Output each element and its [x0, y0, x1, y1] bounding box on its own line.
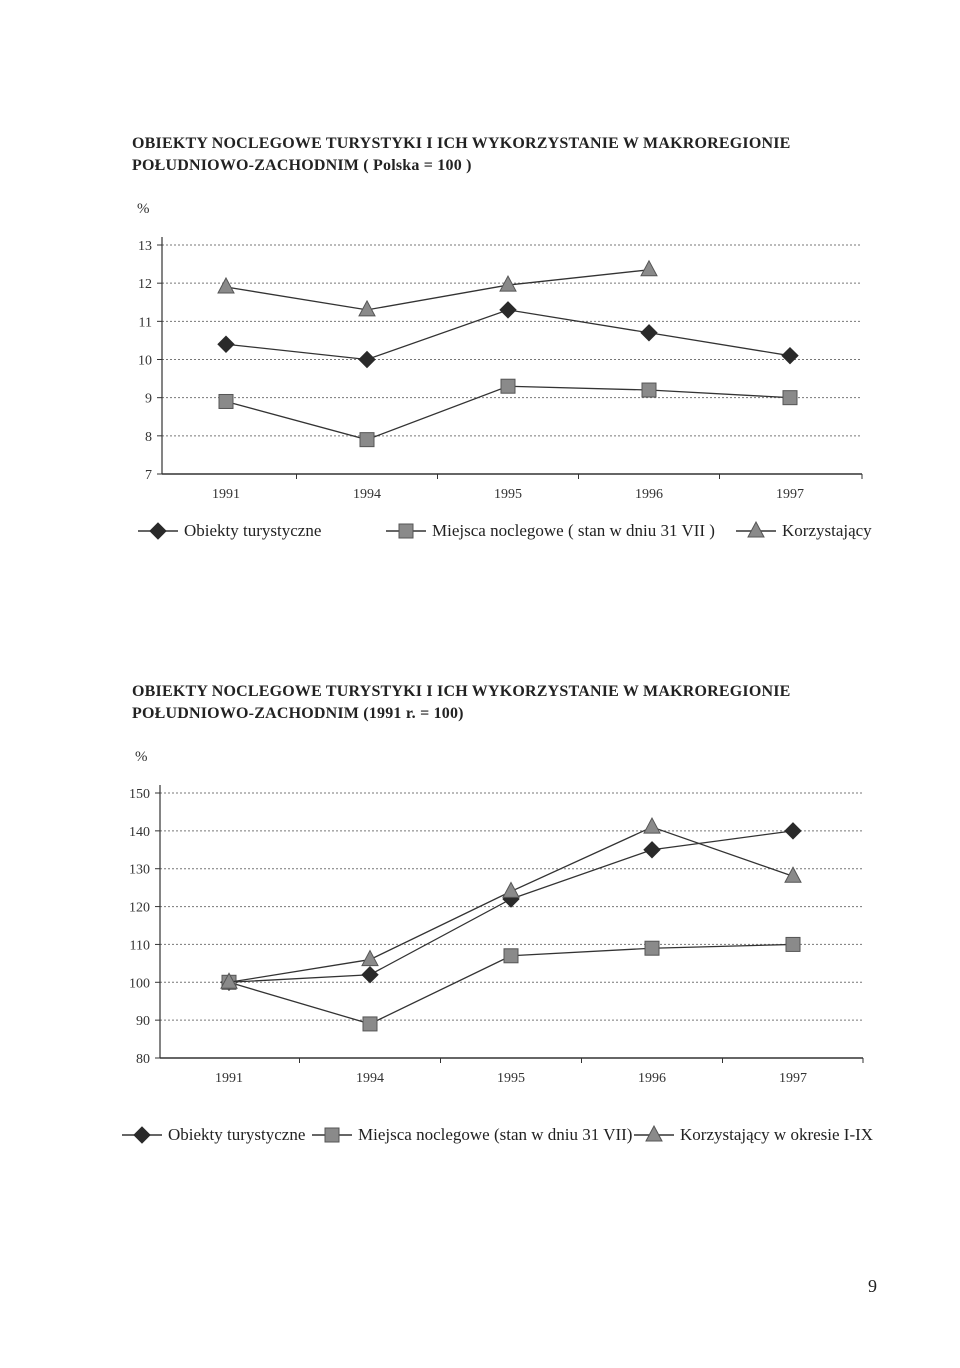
chart-1-legend-label: Obiekty turystyczne: [184, 521, 322, 540]
chart-2-triangle-point: [644, 818, 660, 833]
chart-1-xtick-label: 1995: [494, 487, 522, 502]
chart-2-square-point: [504, 949, 518, 963]
chart-2-square-point: [645, 941, 659, 955]
chart-1-xtick-label: 1997: [776, 487, 804, 502]
chart-1-legend-label: Miejsca noclegowe ( stan w dniu 31 VII ): [432, 521, 715, 540]
chart-1-xtick-label: 1991: [212, 487, 240, 502]
chart-2-ytick-label: 90: [136, 1014, 150, 1030]
chart-2-diamond-point: [362, 967, 378, 983]
chart-1-square-point: [219, 394, 233, 408]
chart-1-title-line-2: POŁUDNIOWO-ZACHODNIM ( Polska = 100 ): [132, 157, 472, 174]
chart-2-legend-label: Miejsca noclegowe (stan w dniu 31 VII): [358, 1125, 633, 1144]
chart-2-legend-label: Korzystający w okresie I-IX: [680, 1125, 874, 1144]
chart-2-square-point: [786, 937, 800, 951]
chart-1-legend-square-icon: [384, 521, 428, 541]
chart-2: [0, 675, 960, 1155]
chart-1-ytick-label: 12: [138, 277, 152, 293]
chart-1-diamond-point: [359, 352, 375, 368]
chart-1-legend-item: [136, 517, 321, 545]
chart-1-ytick-label: 7: [145, 468, 152, 483]
chart-2-plot: [0, 675, 960, 1155]
chart-1-ytick-label: 10: [138, 353, 152, 369]
chart-1-diamond-point: [218, 336, 234, 352]
chart-1-diamond-point: [641, 325, 657, 341]
chart-2-legend-item: [120, 1121, 305, 1149]
chart-1: [0, 125, 960, 545]
chart-1-square-point: [783, 391, 797, 405]
chart-1-ylabel: %: [137, 201, 150, 217]
chart-2-legend-diamond-icon: [120, 1125, 164, 1145]
chart-2-legend-item: [310, 1121, 632, 1149]
chart-1-diamond-point: [782, 348, 798, 364]
chart-2-legend-label: Obiekty turystyczne: [168, 1125, 306, 1144]
chart-2-title-line-2: POŁUDNIOWO-ZACHODNIM (1991 r. = 100): [132, 705, 464, 722]
chart-1-title-line-1: OBIEKTY NOCLEGOWE TURYSTYKI I ICH WYKORZYSTANIE W MAKROREGIONIE: [132, 135, 791, 152]
chart-1-legend-triangle-icon: [734, 521, 778, 541]
chart-2-ytick-label: 110: [129, 938, 150, 954]
chart-2-ytick-label: 150: [129, 787, 150, 802]
chart-1-legend: [0, 517, 960, 545]
chart-1-triangle-point: [641, 261, 657, 276]
chart-2-title-line-1: OBIEKTY NOCLEGOWE TURYSTYKI I ICH WYKORZYSTANIE W MAKROREGIONIE: [132, 683, 791, 700]
chart-2-ytick-label: 100: [129, 976, 150, 992]
chart-2-xtick-label: 1991: [215, 1071, 243, 1086]
chart-1-square-point: [642, 383, 656, 397]
chart-2-ylabel: %: [135, 749, 148, 765]
chart-2-ytick-label: 80: [136, 1052, 150, 1067]
chart-1-xtick-label: 1996: [635, 487, 663, 502]
chart-1-legend-label: Korzystający: [782, 521, 872, 540]
chart-1-legend-diamond-icon: [136, 521, 180, 541]
chart-1-ytick-label: 9: [145, 391, 152, 407]
chart-2-xtick-label: 1995: [497, 1071, 525, 1086]
chart-2-legend-item: [632, 1121, 873, 1149]
chart-1-plot: [0, 125, 960, 545]
chart-1-series-square-line: [226, 386, 790, 439]
chart-1-triangle-point: [218, 278, 234, 293]
chart-1-ytick-label: 8: [145, 429, 152, 445]
chart-1-series-triangle-line: [226, 270, 649, 310]
chart-1-legend-item: [734, 517, 872, 545]
chart-2-xtick-label: 1996: [638, 1071, 666, 1086]
chart-2-legend: [0, 1121, 960, 1149]
chart-2-ytick-label: 120: [129, 900, 150, 916]
chart-1-ytick-label: 11: [138, 315, 152, 331]
chart-2-xtick-label: 1994: [356, 1071, 384, 1086]
chart-2-square-point: [363, 1017, 377, 1031]
chart-2-legend-square-icon: [310, 1125, 354, 1145]
chart-1-square-point: [360, 433, 374, 447]
chart-2-triangle-point: [503, 882, 519, 897]
page-number: 9: [868, 1276, 877, 1296]
chart-1-legend-item: [384, 517, 715, 545]
chart-2-ytick-label: 130: [129, 862, 150, 878]
chart-2-diamond-point: [785, 823, 801, 839]
chart-1-diamond-point: [500, 302, 516, 318]
chart-2-xtick-label: 1997: [779, 1071, 807, 1086]
chart-1-square-point: [501, 379, 515, 393]
chart-2-triangle-point: [362, 951, 378, 966]
chart-2-ytick-label: 140: [129, 824, 150, 840]
chart-1-xtick-label: 1994: [353, 487, 381, 502]
chart-1-ytick-label: 13: [138, 239, 152, 254]
chart-2-legend-triangle-icon: [632, 1125, 676, 1145]
chart-2-diamond-point: [644, 842, 660, 858]
